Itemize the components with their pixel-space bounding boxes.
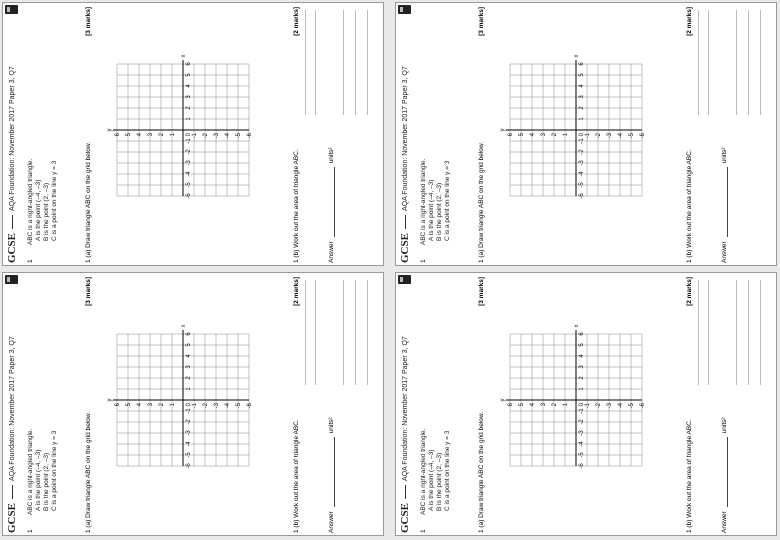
answer-units: units² [721, 417, 728, 434]
part-a-label: 1 (a) Draw triangle ABC on the grid below. [478, 141, 485, 263]
x-tick-label: -4 [579, 171, 585, 177]
rotated-page [396, 273, 776, 535]
answer-label: Answer [721, 241, 728, 263]
working-line[interactable] [355, 10, 356, 115]
paper-title: AQA Foundation: November 2017 Paper 3, Q7 [401, 336, 409, 482]
answer-row [328, 417, 335, 533]
y-tick-label: -1 [585, 133, 591, 139]
grid-svg[interactable] [496, 50, 656, 210]
y-tick-label: -5 [629, 133, 635, 139]
x-tick-label: -4 [186, 171, 192, 177]
question-number: 1 [27, 529, 34, 533]
question-text [420, 159, 452, 245]
x-tick-label: 3 [579, 365, 585, 369]
grid-svg[interactable] [103, 320, 263, 480]
y-tick-label: -5 [236, 133, 242, 139]
question-number: 1 [420, 529, 427, 533]
worksheet-page [2, 2, 384, 266]
x-tick-label: 1 [579, 387, 585, 391]
worksheet-header [396, 5, 414, 263]
part-a-label: 1 (a) Draw triangle ABC on the grid below. [85, 411, 92, 533]
question-line: B is the point (2, –3) [43, 452, 50, 511]
x-tick-label: -4 [186, 441, 192, 447]
x-tick-label: 3 [579, 95, 585, 99]
y-tick-label: 3 [148, 403, 154, 407]
y-tick-label: -4 [618, 403, 624, 409]
x-tick-label: -5 [579, 182, 585, 188]
gcse-logo: GCSE [399, 503, 411, 533]
y-tick-label: 3 [541, 133, 547, 137]
x-tick-label: -5 [579, 452, 585, 458]
calculator-icon [5, 275, 18, 284]
y-tick-label: -4 [618, 133, 624, 139]
x-tick-label: 4 [579, 84, 585, 88]
y-tick-label: 6 [508, 403, 514, 407]
part-b-marks: [2 marks] [686, 277, 693, 306]
x-tick-label: 1 [186, 117, 192, 121]
origin-label: 0 [186, 403, 192, 407]
question-line: ABC is a right-angled triangle. [420, 428, 427, 515]
y-tick-label: 4 [530, 133, 536, 137]
x-tick-label: -3 [186, 430, 192, 436]
paper-title: AQA Foundation: November 2017 Paper 3, Q7 [8, 66, 16, 212]
x-tick-label: -6 [579, 193, 585, 199]
question-line: B is the point (2, –3) [436, 182, 443, 241]
header-rule [12, 485, 13, 499]
answer-units: units² [328, 417, 335, 434]
y-tick-label: 5 [519, 403, 525, 407]
question-line: ABC is a right-angled triangle. [420, 158, 427, 245]
part-b-label: 1 (b) Work out the area of triangle ABC. [293, 149, 300, 263]
x-tick-label: 6 [186, 62, 192, 66]
y-axis-label: y [107, 398, 113, 402]
working-line[interactable] [708, 10, 709, 115]
calculator-icon [398, 275, 411, 284]
y-tick-label: 3 [148, 133, 154, 137]
x-tick-label: -5 [186, 452, 192, 458]
gcse-logo: GCSE [6, 503, 18, 533]
y-tick-label: -3 [607, 403, 613, 409]
y-tick-label: 5 [126, 133, 132, 137]
y-tick-label: 2 [552, 133, 558, 137]
x-tick-label: 4 [186, 84, 192, 88]
working-line[interactable] [367, 280, 368, 385]
origin-label: 0 [579, 403, 585, 407]
gcse-logo: GCSE [6, 233, 18, 263]
y-tick-label: -1 [192, 403, 198, 409]
answer-input-line[interactable] [721, 167, 728, 237]
y-tick-label: -1 [192, 133, 198, 139]
answer-input-line[interactable] [328, 437, 335, 507]
y-tick-label: 6 [115, 403, 121, 407]
y-tick-label: 4 [137, 403, 143, 407]
x-axis-label: x [181, 324, 187, 328]
y-tick-label: 4 [137, 133, 143, 137]
x-tick-label: 6 [579, 62, 585, 66]
rotated-page [3, 3, 383, 265]
working-line[interactable] [305, 10, 306, 115]
header-rule [12, 215, 13, 229]
coordinate-grid[interactable] [103, 50, 263, 210]
x-tick-label: 4 [579, 354, 585, 358]
y-tick-label: -2 [203, 133, 209, 139]
y-tick-label: 5 [519, 133, 525, 137]
paper-title: AQA Foundation: November 2017 Paper 3, Q7 [401, 66, 409, 212]
question-line: C is a point on the line y = 3 [51, 430, 58, 511]
y-axis-label: y [107, 128, 113, 132]
y-tick-label: -3 [607, 133, 613, 139]
coordinate-grid[interactable] [103, 320, 263, 480]
x-tick-label: 4 [186, 354, 192, 358]
x-tick-label: -1 [579, 138, 585, 144]
y-tick-label: -2 [203, 403, 209, 409]
answer-input-line[interactable] [328, 167, 335, 237]
y-axis-label: y [500, 128, 506, 132]
answer-units: units² [721, 147, 728, 164]
answer-units: units² [328, 147, 335, 164]
x-tick-label: 2 [579, 376, 585, 380]
x-axis-label: x [181, 54, 187, 58]
y-tick-label: -4 [225, 133, 231, 139]
worksheet-header [396, 275, 414, 533]
x-tick-label: 2 [186, 376, 192, 380]
x-tick-label: -2 [186, 149, 192, 155]
x-tick-label: 1 [186, 387, 192, 391]
grid-svg[interactable] [103, 50, 263, 210]
working-line[interactable] [748, 280, 749, 385]
answer-label: Answer [721, 511, 728, 533]
x-tick-label: -5 [186, 182, 192, 188]
working-line[interactable] [367, 10, 368, 115]
x-tick-label: -6 [186, 463, 192, 469]
question-line: A is the point (–4, –3) [428, 449, 435, 511]
rotated-page [3, 273, 383, 535]
working-line[interactable] [760, 10, 761, 115]
x-tick-label: 5 [579, 343, 585, 347]
part-b-marks: [2 marks] [293, 277, 300, 306]
working-line[interactable] [698, 10, 699, 115]
y-tick-label: -6 [247, 403, 253, 409]
part-a-marks: [3 marks] [85, 7, 92, 36]
working-line[interactable] [315, 280, 316, 385]
answer-row [721, 417, 728, 533]
coordinate-grid[interactable] [496, 50, 656, 210]
worksheet-page [395, 2, 777, 266]
question-line: B is the point (2, –3) [43, 182, 50, 241]
question-text [27, 429, 59, 515]
y-tick-label: -5 [629, 403, 635, 409]
y-tick-label: -6 [640, 133, 646, 139]
x-tick-label: -6 [579, 463, 585, 469]
question-line: ABC is a right-angled triangle. [27, 158, 34, 245]
worksheet-page [2, 272, 384, 536]
origin-label: 0 [186, 133, 192, 137]
worksheet-header [3, 275, 21, 533]
x-tick-label: 6 [186, 332, 192, 336]
part-b-marks: [2 marks] [686, 7, 693, 36]
working-line[interactable] [748, 10, 749, 115]
question-line: B is the point (2, –3) [436, 452, 443, 511]
question-number: 1 [420, 259, 427, 263]
y-tick-label: -5 [236, 403, 242, 409]
part-b-label: 1 (b) Work out the area of triangle ABC. [293, 419, 300, 533]
y-tick-label: -6 [640, 403, 646, 409]
question-line: C is a point on the line y = 3 [444, 160, 451, 241]
coordinate-grid[interactable] [496, 320, 656, 480]
part-a-marks: [3 marks] [85, 277, 92, 306]
question-line: C is a point on the line y = 3 [444, 430, 451, 511]
x-tick-label: -1 [579, 408, 585, 414]
question-text [420, 429, 452, 515]
x-tick-label: -3 [186, 160, 192, 166]
x-tick-label: 1 [579, 117, 585, 121]
x-tick-label: -6 [186, 193, 192, 199]
y-tick-label: 4 [530, 403, 536, 407]
y-tick-label: 5 [126, 403, 132, 407]
header-rule [405, 485, 406, 499]
worksheet-page [395, 272, 777, 536]
working-line[interactable] [698, 280, 699, 385]
y-tick-label: 1 [170, 133, 176, 137]
header-rule [405, 215, 406, 229]
x-axis-label: x [574, 324, 580, 328]
x-tick-label: -1 [186, 138, 192, 144]
part-a-label: 1 (a) Draw triangle ABC on the grid below. [85, 141, 92, 263]
part-a-label: 1 (a) Draw triangle ABC on the grid below. [478, 411, 485, 533]
paper-title: AQA Foundation: November 2017 Paper 3, Q7 [8, 336, 16, 482]
working-line[interactable] [736, 280, 737, 385]
y-tick-label: -6 [247, 133, 253, 139]
y-tick-label: 2 [552, 403, 558, 407]
y-tick-label: 6 [115, 133, 121, 137]
rotated-page [396, 3, 776, 265]
x-tick-label: 3 [186, 95, 192, 99]
origin-label: 0 [579, 133, 585, 137]
part-b-label: 1 (b) Work out the area of triangle ABC. [686, 149, 693, 263]
answer-label: Answer [328, 241, 335, 263]
x-tick-label: 2 [186, 106, 192, 110]
answer-row [721, 147, 728, 263]
x-tick-label: 3 [186, 365, 192, 369]
x-tick-label: 5 [186, 73, 192, 77]
working-line[interactable] [343, 280, 344, 385]
working-line[interactable] [343, 10, 344, 115]
grid-svg[interactable] [496, 320, 656, 480]
part-b-marks: [2 marks] [293, 7, 300, 36]
x-tick-label: 2 [579, 106, 585, 110]
part-b-label: 1 (b) Work out the area of triangle ABC. [686, 419, 693, 533]
question-line: A is the point (–4, –3) [428, 179, 435, 241]
y-tick-label: 1 [170, 403, 176, 407]
x-tick-label: -2 [579, 419, 585, 425]
worksheet-header [3, 5, 21, 263]
x-axis-label: x [574, 54, 580, 58]
answer-input-line[interactable] [721, 437, 728, 507]
question-line: C is a point on the line y = 3 [51, 160, 58, 241]
gcse-logo: GCSE [399, 233, 411, 263]
x-tick-label: -2 [186, 419, 192, 425]
y-tick-label: 1 [563, 403, 569, 407]
question-line: A is the point (–4, –3) [35, 179, 42, 241]
y-axis-label: y [500, 398, 506, 402]
working-line[interactable] [736, 10, 737, 115]
y-tick-label: -1 [585, 403, 591, 409]
y-tick-label: 2 [159, 403, 165, 407]
calculator-icon [398, 5, 411, 14]
x-tick-label: 5 [186, 343, 192, 347]
y-tick-label: 2 [159, 133, 165, 137]
x-tick-label: 5 [579, 73, 585, 77]
answer-row [328, 147, 335, 263]
working-line[interactable] [305, 280, 306, 385]
y-tick-label: -2 [596, 133, 602, 139]
y-tick-label: -3 [214, 403, 220, 409]
x-tick-label: -4 [579, 441, 585, 447]
x-tick-label: -1 [186, 408, 192, 414]
x-tick-label: 6 [579, 332, 585, 336]
working-line[interactable] [760, 280, 761, 385]
x-tick-label: -3 [579, 160, 585, 166]
y-tick-label: 3 [541, 403, 547, 407]
part-a-marks: [3 marks] [478, 7, 485, 36]
answer-label: Answer [328, 511, 335, 533]
working-line[interactable] [708, 280, 709, 385]
y-tick-label: -4 [225, 403, 231, 409]
y-tick-label: -3 [214, 133, 220, 139]
y-tick-label: 6 [508, 133, 514, 137]
question-line: A is the point (–4, –3) [35, 449, 42, 511]
x-tick-label: -3 [579, 430, 585, 436]
question-number: 1 [27, 259, 34, 263]
working-line[interactable] [315, 10, 316, 115]
working-line[interactable] [355, 280, 356, 385]
question-text [27, 159, 59, 245]
x-tick-label: -2 [579, 149, 585, 155]
part-a-marks: [3 marks] [478, 277, 485, 306]
y-tick-label: -2 [596, 403, 602, 409]
calculator-icon [5, 5, 18, 14]
y-tick-label: 1 [563, 133, 569, 137]
question-line: ABC is a right-angled triangle. [27, 428, 34, 515]
